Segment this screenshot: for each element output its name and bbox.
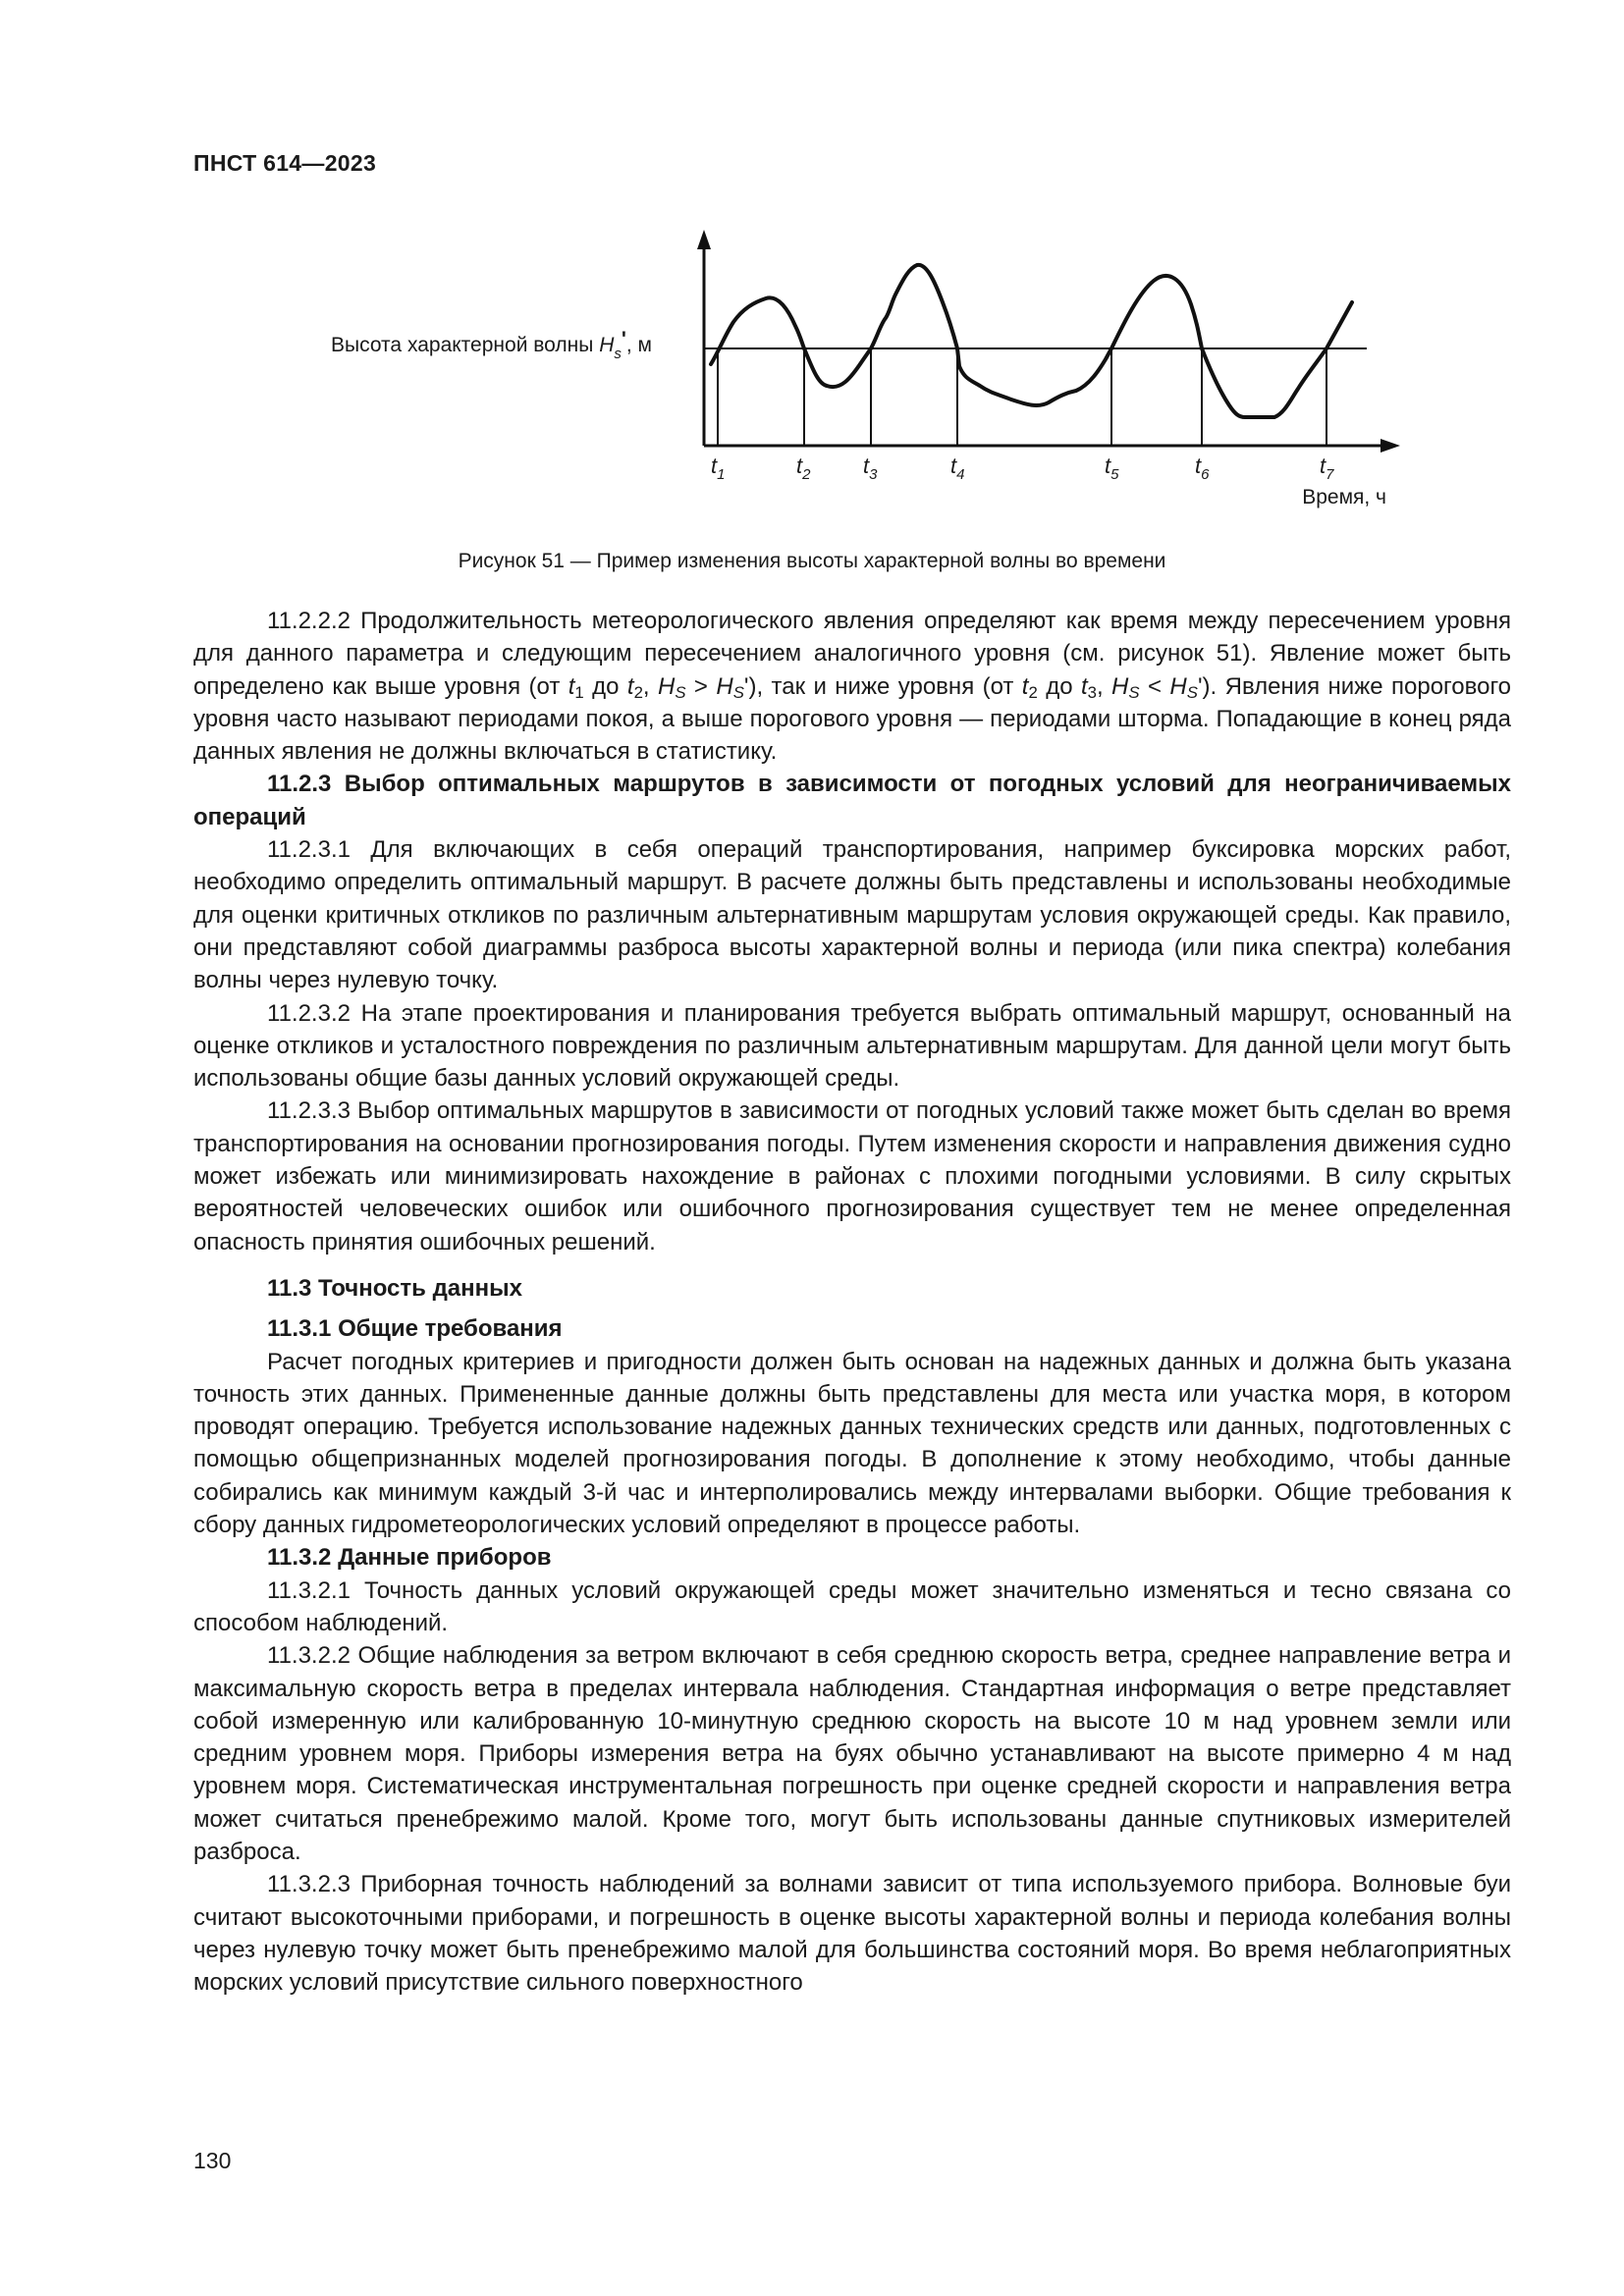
page-number: 130 (193, 2148, 232, 2173)
tick-label-t6: $t_6$ (1195, 454, 1210, 483)
tick-label-t3: $t_3$ (863, 454, 878, 483)
wave-height-curve (711, 265, 1352, 417)
x-axis-label: Время, ч (1302, 486, 1386, 508)
tick-label-t7: $t_7$ (1320, 454, 1334, 483)
paragraph-11-3-2-1: 11.3.2.1 Точность данных условий окружающей среды может значительно изменяться и тесно связана со способом наблюдений. (193, 1576, 1511, 1636)
x-axis-arrow (1380, 439, 1400, 453)
tick-label-t5: $t_5$ (1105, 454, 1119, 483)
y-axis-label-unit: , м (625, 334, 652, 356)
wave-height-figure (314, 224, 1404, 518)
body-text (193, 605, 1511, 1999)
document-header: ПНСТ 614—2023 (193, 150, 377, 176)
tick-label-t1: $t_1$ (711, 454, 726, 483)
y-axis-label-text: Высота характерной волны (331, 334, 600, 356)
heading-11-3-2: 11.3.2 Данные приборов (267, 1544, 552, 1572)
paragraph-11-3-1: Расчет погодных критериев и пригодности должен быть основан на надежных данных и должна быть указана точность этих данных. Примененные данные должны быть представлены для места или участка моря, в котором проводят операцию. Требуется использование надежных данных технических средств или данных, подготовленных с помощью общепризнанных моделей прогнозирования погоды. В дополнение к этому необходимо, чтобы данные собирались как минимум каждый 3-й час и интерполировались между интервалами выборки. Общие требования к сбору данных гидрометеорологических условий определяют в процессе работы. (193, 1348, 1511, 1539)
figure-caption: Рисунок 51 — Пример изменения высоты характерной волны во времени (458, 550, 1166, 572)
paragraph-11-3-2-2: 11.3.2.2 Общие наблюдения за ветром включают в себя среднюю скорость ветра, среднее направление ветра и максимальную скорость ветра в пределах интервала наблюдения. Стандартная информация о ветре представляет собой измеренную или калиброванную 10-минутную среднюю скорость на высоте 10 м над уровнем земли или средним уровнем моря. Приборы измерения ветра на буях обычно устанавливают на высоте примерно 4 м над уровнем моря. Систематическая инструментальная погрешность при оценке средней скорости и направления ветра может считаться пренебрежимо малой. Кроме того, могут быть использованы данные спутниковых измерителей разброса. (193, 1642, 1511, 1865)
tick-label-t4: $t_4$ (950, 454, 965, 483)
paragraph-11-2-2-2: 11.2.2.2 Продолжительность метеорологического явления определяют как время между пересечением уровня для данного параметра и следующим пересечением аналогичного уровня (см. рисунок 51). Явление может быть определено как выше уровня (от $t_1$ до $t_2$, $H_S > H_S'$), так и ниже уровня (от $t_2$ до $t_3$, $H_S < H_S'$). Явления ниже порогового уровня часто называют периодами покоя, а выше порогового уровня — периодами шторма. Попадающие в конец ряда данных явления не должны включаться в статистику. (193, 608, 1512, 766)
paragraph-11-3-2-3: 11.3.2.3 Приборная точность наблюдений за волнами зависит от типа используемого прибора. Волновые буи считают высокоточными приборами, и погрешность в оценке высоты характерной волны и периода колебания волны через нулевую точку может быть пренебрежимо малой для большинства состояний моря. Во время неблагоприятных морских условий присутствие сильного поверхностного (193, 1871, 1511, 1997)
paragraph-11-2-3-3: 11.2.3.3 Выбор оптимальных маршрутов в зависимости от погодных условий также может быть сделан во время транспортирования на основании прогнозирования погоды. Путем изменения скорости и направления движения судно может избежать или минимизировать нахождение в районах с плохими погодными условиями. В силу скрытых вероятностей человеческих ошибок или ошибочного прогнозирования существует тем не менее определенная опасность принятия ошибочных решений. (193, 1097, 1511, 1255)
heading-11-2-3: 11.2.3 Выбор оптимальных маршрутов в зависимости от погодных условий для неограничиваемых операций (193, 771, 1511, 830)
heading-11-3-1: 11.3.1 Общие требования (267, 1315, 563, 1343)
paragraph-11-2-3-2: 11.2.3.2 На этапе проектирования и планирования требуется выбрать оптимальный маршрут, основанный на оценке откликов и усталостного повреждения по различным альтернативным маршрутам. Для данной цели могут быть использованы общие базы данных условий окружающей среды. (193, 999, 1511, 1093)
tick-label-t2: $t_2$ (796, 454, 811, 483)
wave-height-graph (314, 224, 1404, 518)
y-axis-label (331, 328, 652, 362)
y-axis-label-prime: ' (621, 328, 626, 350)
y-axis-label-sub: s (614, 346, 622, 362)
y-axis-label-symbol: H (599, 334, 615, 356)
y-axis-arrow (697, 230, 711, 249)
paragraph-11-2-3-1: 11.2.3.1 Для включающих в себя операций транспортирования, например буксировка морских работ, необходимо определить оптимальный маршрут. В расчете должны быть представлены и использованы необходимые для оценки критичных откликов по различным альтернативным маршрутам условия окружающей среды. Как правило, они представляют собой диаграммы разброса высоты характерной волны и периода (или пика спектра) колебания волны через нулевую точку. (193, 836, 1511, 994)
heading-11-3: 11.3 Точность данных (267, 1274, 522, 1302)
